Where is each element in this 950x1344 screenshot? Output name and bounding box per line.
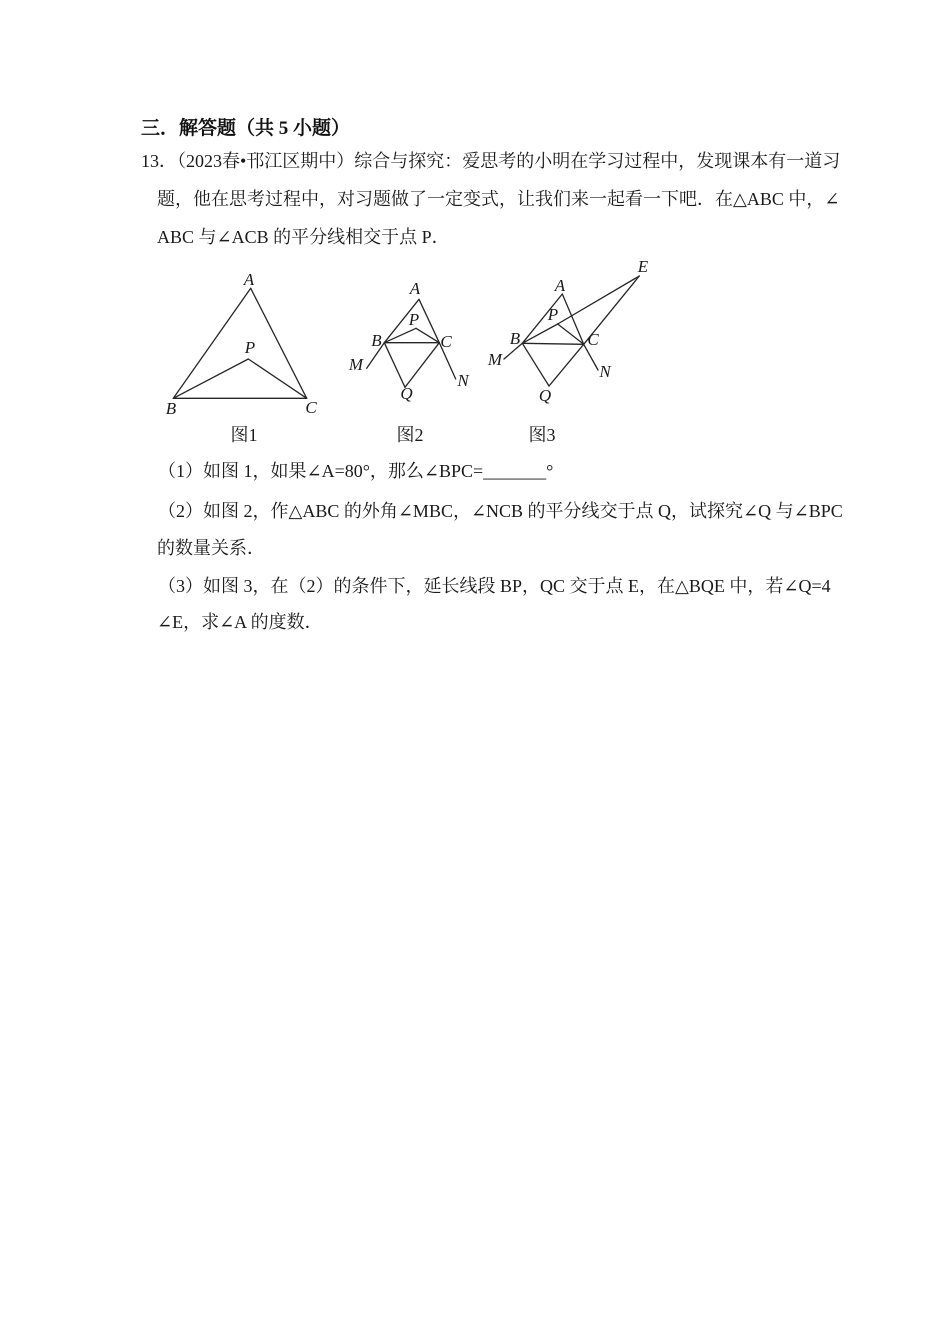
fig1-side-AC	[251, 288, 307, 398]
fig1-label-A: A	[243, 270, 255, 289]
question-3-line-1: （3）如图 3，在（2）的条件下，延长线段 BP，QC 交于点 E，在△BQE 中，若∠Q=4	[158, 576, 831, 596]
fig2-label-P: P	[408, 310, 420, 329]
figure-1	[166, 270, 318, 418]
fig3-label-B: B	[509, 329, 521, 348]
figure-2	[348, 279, 470, 403]
fig3-segment-BQ	[522, 343, 549, 386]
question-2-line-1: （2）如图 2，作△ABC 的外角∠MBC，∠NCB 的平分线交于点 Q，试探究∠Q 与∠BPC	[158, 501, 843, 521]
problem-line-2: 题，他在思考过程中，对习题做了一定变式，让我们来一起看一下吧．在△ABC 中，∠	[157, 189, 840, 209]
problem-line-1: 13．（2023春•邗江区期中）综合与探究：爱思考的小明在学习过程中，发现课本有一道习	[141, 151, 841, 171]
fig2-label-M: M	[348, 355, 364, 374]
geometry-figures-svg	[140, 250, 700, 420]
fig3-label-E: E	[637, 257, 649, 276]
fig2-segment-BP	[384, 328, 416, 342]
question-3-line-2: ∠E，求∠A 的度数．	[157, 612, 323, 632]
fig2-label-A: A	[409, 279, 421, 298]
figure-1-caption: 图1	[230, 425, 258, 445]
fig2-label-B: B	[371, 331, 382, 350]
fig1-side-AB	[173, 288, 250, 398]
problem-line-3: ABC 与∠ACB 的平分线相交于点 P．	[157, 227, 450, 247]
fig2-segment-BQ	[384, 343, 405, 388]
fig3-label-Q: Q	[538, 386, 552, 405]
fig2-segment-QC	[405, 343, 439, 388]
fig1-label-P: P	[244, 338, 256, 357]
fig2-label-C: C	[440, 332, 452, 351]
fig3-segment-BP	[522, 324, 557, 343]
fig2-label-N: N	[457, 371, 469, 390]
section-heading: 三．解答题（共 5 小题）	[141, 118, 351, 139]
fig3-side-BC	[522, 343, 583, 344]
fig1-label-B: B	[165, 399, 177, 418]
fig3-label-C: C	[587, 330, 599, 349]
fig1-segment-BP	[173, 359, 248, 398]
fig3-label-A: A	[554, 276, 566, 295]
fig3-segment-QC	[549, 344, 584, 386]
fig1-label-C: C	[305, 398, 317, 417]
fig3-label-M: M	[487, 350, 503, 369]
question-1: （1）如图 1，如果∠A=80°，那么∠BPC=_______°	[158, 461, 554, 481]
question-2-line-2: 的数量关系．	[157, 538, 265, 558]
fig3-label-P: P	[547, 305, 559, 324]
figure-2-caption: 图2	[396, 425, 424, 445]
figure-3	[487, 257, 649, 405]
fig1-segment-PC	[248, 359, 306, 398]
fig3-label-N: N	[599, 362, 611, 381]
fig3-segment-PE	[558, 276, 640, 324]
figure-3-caption: 图3	[528, 425, 556, 445]
fig2-label-Q: Q	[400, 384, 413, 403]
